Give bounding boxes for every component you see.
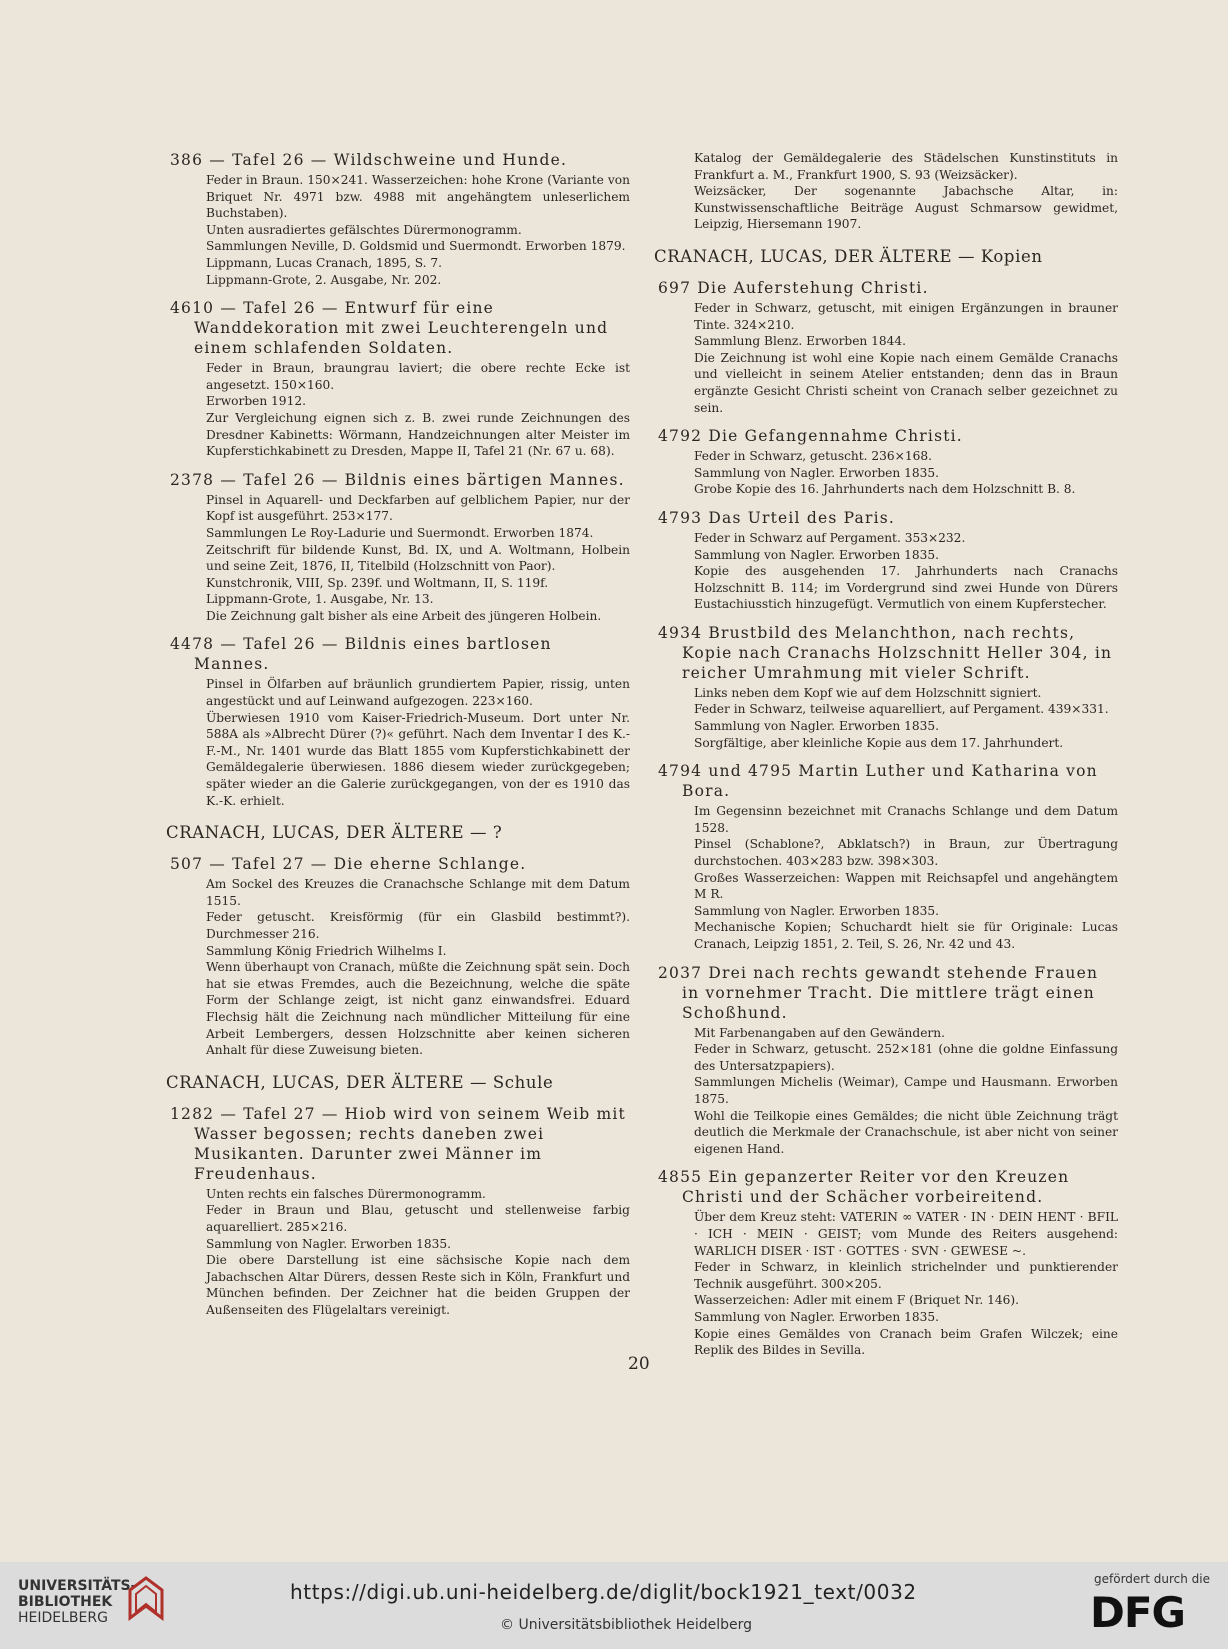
entry-text: Feder in Schwarz, getuscht. 252×181 (ohne die goldne Einfassung des Untersatzpapiers).: [694, 1042, 1118, 1073]
entry-text: Feder getuscht. Kreisförmig (für ein Glasbild bestimmt?). Durchmesser 216.: [206, 910, 630, 941]
section-heading: CRANACH, LUCAS, DER ÄLTERE — ?: [166, 823, 503, 843]
document-url-link[interactable]: https://digi.ub.uni-heidelberg.de/diglit/bock1921_text/0032: [290, 1580, 917, 1604]
entry-text: Sammlung Blenz. Erworben 1844.: [694, 334, 907, 349]
entry-heading: 2037 Drei nach rechts gewandt stehende Frauen in vornehmer Tracht. Die mittlere trägt einen Schoßhund.: [658, 963, 1099, 1022]
funding-note: gefördert durch die: [1094, 1572, 1210, 1586]
entry-text: Sammlung von Nagler. Erworben 1835.: [694, 903, 939, 918]
entry-heading: 697 Die Auferstehung Christi.: [658, 278, 929, 297]
entry-heading: 4855 Ein gepanzerter Reiter vor den Kreuzen Christi und der Schächer vorbeireitend.: [658, 1168, 1070, 1207]
dfg-logo[interactable]: DFG: [1090, 1588, 1186, 1637]
entry-heading: 4792 Die Gefangennahme Christi.: [658, 427, 963, 446]
entry-text: Sammlungen Michelis (Weimar), Campe und Hausmann. Erworben 1875.: [694, 1075, 1118, 1106]
library-name-line2: BIBLIOTHEK: [18, 1594, 113, 1610]
entry-text: Feder in Schwarz, getuscht, mit einigen Ergänzungen in brauner Tinte. 324×210.: [694, 300, 1118, 332]
catalog-entry: [658, 426, 1118, 498]
entry-text: Pinsel in Aquarell- und Deckfarben auf gelblichem Papier, nur der Kopf ist ausgeführt. 253×177.: [206, 492, 630, 524]
catalog-entry: [170, 1104, 630, 1319]
entry-text: Sammlungen Le Roy-Ladurie und Suermondt. Erworben 1874.: [206, 525, 594, 540]
catalog-entry: [658, 508, 1118, 613]
entry-text: Sammlung von Nagler. Erworben 1835.: [694, 719, 939, 734]
entry-heading: 4793 Das Urteil des Paris.: [658, 508, 896, 527]
page-number: 20: [628, 1354, 650, 1374]
entry-text: Feder in Braun. 150×241. Wasserzeichen: hohe Krone (Variante von Briquet Nr. 4971 bzw. 4988 mit angehängtem unleserlichem Buchstaben).: [206, 173, 630, 221]
entry-text: Weizsäcker, Der sogenannte Jabachsche Altar, in: Kunstwissenschaftliche Beiträge August Schmarsow gewidmet, Leipzig, Hiersemann 1907.: [694, 184, 1118, 232]
entry-text: Katalog der Gemäldegalerie des Städelschen Kunstinstituts in Frankfurt a. M., Frankfurt 1900, S. 93 (Weizsäcker).: [694, 151, 1118, 182]
entry-text: Wohl die Teilkopie eines Gemäldes; die nicht üble Zeichnung trägt deutlich die Merkmale der Cranachschule, ist aber nicht von seiner eigenen Hand.: [694, 1108, 1118, 1156]
entry-text: Wasserzeichen: Adler mit einem F (Briquet Nr. 146).: [694, 1293, 1019, 1308]
entry-text: Wenn überhaupt von Cranach, müßte die Zeichnung spät sein. Doch hat sie etwas Fremdes, auch die Bezeichnung, welche die späte Form der Schlange zeigt, ist nicht ganz einwandsfrei. Eduard Flechsig hält die Zeichnung nach mündlicher Mitteilung für eine Arbeit Lembergers, dessen Holzschnitte aber keinen sicheren Anhalt für diese Zuweisung bieten.: [206, 960, 630, 1058]
entry-text: Lippmann-Grote, 2. Ausgabe, Nr. 202.: [206, 272, 442, 287]
entry-heading: 4934 Brustbild des Melanchthon, nach rechts, Kopie nach Cranachs Holzschnitt Heller 304, in reicher Umrahmung mit vieler Schrift.: [658, 623, 1113, 682]
entry-text: Die obere Darstellung ist eine sächsische Kopie nach dem Jabachschen Altar Dürers, dessen Reste sich in Köln, Frankfurt und München befinden. Der Zeichner hat die beiden Gruppen der Außenseiten des Flügelaltars vereinigt.: [206, 1253, 630, 1317]
entry-heading: 4794 und 4795 Martin Luther und Katharina von Bora.: [658, 762, 1098, 801]
entry-text: Die Zeichnung ist wohl eine Kopie nach einem Gemälde Cranachs und vielleicht in seinem Atelier entstanden; denn das in Braun ergänzte Gesicht Christi scheint von Cranach selber gezeichnet zu sein.: [694, 350, 1118, 415]
catalog-entry: [658, 761, 1118, 952]
entry-text: Feder in Braun und Blau, getuscht und stellenweise farbig aquarelliert. 285×216.: [206, 1203, 630, 1234]
entry-text: Kopie eines Gemäldes von Cranach beim Grafen Wilczek; eine Replik des Bildes in Sevilla.: [694, 1326, 1118, 1358]
entry-heading: 507 — Tafel 27 — Die eherne Schlange.: [170, 855, 527, 874]
library-logo-icon: [126, 1572, 166, 1624]
entry-text: Pinsel in Ölfarben auf bräunlich grundiertem Papier, rissig, unten angestückt und auf Leinwand aufgezogen. 223×160.: [206, 677, 630, 709]
entry-text: Feder in Schwarz, in kleinlich strichelnder und punktierender Technik ausgeführt. 300×205.: [694, 1260, 1118, 1291]
section-heading: CRANACH, LUCAS, DER ÄLTERE — Kopien: [654, 246, 1043, 266]
entry-text: Über dem Kreuz steht: VATERIN ∞ VATER · IN · DEIN HENT · BFIL · ICH · MEIN · GEIST; vom Munde des Reiters ausgehend: WARLICH DISER · IST · GOTTES · SVN · GEWESE ~.: [694, 1210, 1118, 1258]
entry-text: Kopie des ausgehenden 17. Jahrhunderts nach Cranachs Holzschnitt B. 114; im Vordergrund sind zwei Hunde von Dürers Eustachiusstich hinzugefügt. Vermutlich von einem Kupferstecher.: [694, 564, 1118, 612]
entry-text: Erworben 1912.: [206, 394, 306, 409]
catalog-entry: [170, 854, 630, 1059]
catalog-entry: [658, 150, 1118, 233]
section-heading: CRANACH, LUCAS, DER ÄLTERE — Schule: [166, 1072, 554, 1092]
catalog-entry: [658, 623, 1118, 751]
entry-text: Sammlung von Nagler. Erworben 1835.: [694, 465, 939, 480]
entry-text: Unten rechts ein falsches Dürermonogramm.: [206, 1186, 486, 1201]
entry-heading: 4478 — Tafel 26 — Bildnis eines bartlosen Mannes.: [170, 635, 552, 674]
entry-text: Sammlung von Nagler. Erworben 1835.: [694, 547, 939, 562]
entry-heading: 4610 — Tafel 26 — Entwurf für eine Wanddekoration mit zwei Leuchterengeln und einem schlafenden Soldaten.: [170, 299, 609, 358]
entry-text: Feder in Braun, braungrau laviert; die obere rechte Ecke ist angesetzt. 150×160.: [206, 361, 630, 392]
entry-text: Feder in Schwarz auf Pergament. 353×232.: [694, 530, 966, 545]
entry-text: Links neben dem Kopf wie auf dem Holzschnitt signiert.: [694, 685, 1042, 700]
entry-heading: 386 — Tafel 26 — Wildschweine und Hunde.: [170, 151, 568, 169]
entry-text: Lippmann, Lucas Cranach, 1895, S. 7.: [206, 255, 443, 270]
entry-text: Zur Vergleichung eignen sich z. B. zwei runde Zeichnungen des Dresdner Kabinetts: Wörmann, Handzeichnungen alter Meister im Kupferstichkabinett zu Dresden, Mappe II, Tafel 21 (Nr. 67 u. 68).: [206, 410, 630, 459]
entry-text: Kunstchronik, VIII, Sp. 239f. und Woltmann, II, S. 119f.: [206, 575, 549, 590]
copyright-text: © Universitätsbibliothek Heidelberg: [500, 1617, 753, 1633]
entry-text: Im Gegensinn bezeichnet mit Cranachs Schlange und dem Datum 1528.: [694, 804, 1118, 835]
entry-text: Sorgfältige, aber kleinliche Kopie aus dem 17. Jahrhundert.: [694, 735, 1064, 750]
entry-text: Überwiesen 1910 vom Kaiser-Friedrich-Museum. Dort unter Nr. 588A als »Albrecht Dürer (?)« geführt. Nach dem Inventar I des K.-F.-M., Nr. 1401 wurde das Blatt 1855 vom Kupferstichkabinett der Gemäldegalerie überwiesen. 1886 diesem wieder zurückgegeben; später wieder an die Galerie zurückgegangen, von der es 1910 das K.-K. erhielt.: [206, 710, 630, 808]
entry-text: Unten ausradiertes gefälschtes Dürermonogramm.: [206, 222, 522, 237]
entry-text: Sammlungen Neville, D. Goldsmid und Suermondt. Erworben 1879.: [206, 239, 626, 254]
entry-text: Großes Wasserzeichen: Wappen mit Reichsapfel und angehängtem M R.: [694, 870, 1118, 902]
entry-text: Pinsel (Schablone?, Abklatsch?) in Braun, zur Übertragung durchstochen. 403×283 bzw. 398×303.: [694, 837, 1118, 869]
entry-text: Feder in Schwarz, getuscht. 236×168.: [694, 449, 933, 464]
library-logo[interactable]: [18, 1578, 136, 1626]
entry-heading: 2378 — Tafel 26 — Bildnis eines bärtigen Mannes.: [170, 470, 625, 489]
catalog-entry: [170, 634, 630, 809]
entry-text: Mechanische Kopien; Schuchardt hielt sie für Originale: Lucas Cranach, Leipzig 1851, 2. Teil, S. 26, Nr. 42 und 43.: [694, 920, 1118, 951]
right-column: [654, 150, 1118, 1369]
catalog-entry: [658, 1167, 1118, 1358]
entry-text: Sammlung von Nagler. Erworben 1835.: [694, 1309, 939, 1324]
catalog-entry: [170, 298, 630, 460]
entry-text: Zeitschrift für bildende Kunst, Bd. IX, und A. Woltmann, Holbein und seine Zeit, 1876, II, Titelbild (Holzschnitt von Paor).: [206, 542, 630, 574]
library-name-line1: UNIVERSITÄTS-: [18, 1578, 137, 1594]
entry-text: Am Sockel des Kreuzes die Cranachsche Schlange mit dem Datum 1515.: [206, 877, 630, 908]
entry-text: Feder in Schwarz, teilweise aquarelliert, auf Pergament. 439×331.: [694, 702, 1109, 717]
entry-text: Sammlung von Nagler. Erworben 1835.: [206, 1236, 451, 1251]
catalog-entry: [658, 963, 1118, 1158]
catalog-entry: [170, 470, 630, 625]
left-column: [166, 150, 630, 1329]
library-name-line3: HEIDELBERG: [18, 1610, 108, 1626]
entry-text: Mit Farbenangaben auf den Gewändern.: [694, 1025, 945, 1040]
entry-text: Die Zeichnung galt bisher als eine Arbeit des jüngeren Holbein.: [206, 608, 602, 623]
entry-text: Grobe Kopie des 16. Jahrhunderts nach dem Holzschnitt B. 8.: [694, 482, 1076, 497]
footer-bar: [0, 1562, 1228, 1649]
entry-heading: 1282 — Tafel 27 — Hiob wird von seinem Weib mit Wasser begossen; rechts daneben zwei Musikanten. Darunter zwei Männer im Freudenhaus.: [170, 1104, 626, 1183]
entry-text: Sammlung König Friedrich Wilhelms I.: [206, 943, 447, 958]
entry-text: Lippmann-Grote, 1. Ausgabe, Nr. 13.: [206, 592, 434, 607]
catalog-entry: [170, 150, 630, 288]
catalog-entry: [658, 278, 1118, 416]
